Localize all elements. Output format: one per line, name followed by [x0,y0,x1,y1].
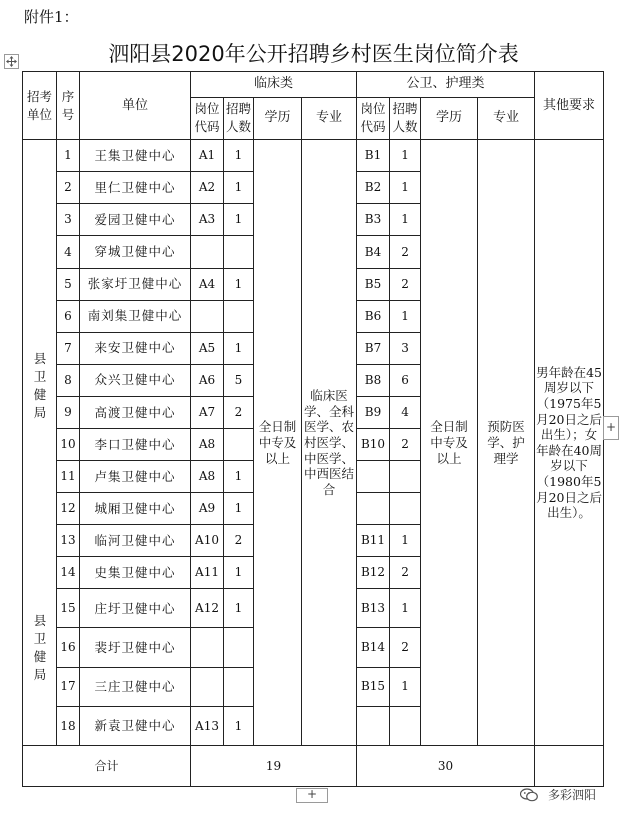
a-num-cell: 1 [224,172,254,204]
page-title: 泗阳县2020年公开招聘乡村医生岗位简介表 [108,42,519,66]
b-num-cell: 3 [390,332,421,364]
b-code-cell [357,707,390,746]
add-column-button[interactable]: + [603,416,619,440]
b-num-cell [390,707,421,746]
b-num-cell: 2 [390,428,421,460]
header-b-code: 岗位代码 [357,97,390,139]
header-public-group: 公卫、护理类 [357,72,535,98]
b-code-cell: B12 [357,557,390,589]
a-code-cell [191,236,224,268]
unit-cell: 里仁卫健中心 [80,172,191,204]
seq-cell: 7 [57,332,80,364]
public-total: 30 [357,746,535,787]
b-code-cell: B10 [357,428,390,460]
unit-cell: 高渡卫健中心 [80,396,191,428]
seq-cell: 3 [57,204,80,236]
unit-cell: 城厢卫健中心 [80,492,191,524]
seq-cell: 11 [57,460,80,492]
b-num-cell [390,460,421,492]
b-num-cell: 2 [390,236,421,268]
a-code-cell: A6 [191,364,224,396]
header-b-num: 招聘人数 [390,97,421,139]
seq-cell: 13 [57,525,80,557]
b-code-cell: B2 [357,172,390,204]
unit-cell: 新袁卫健中心 [80,707,191,746]
a-code-cell [191,628,224,667]
a-num-cell [224,667,254,706]
b-num-cell: 2 [390,557,421,589]
a-code-cell: A5 [191,332,224,364]
seq-cell: 14 [57,557,80,589]
a-num-cell: 1 [224,589,254,628]
header-other: 其他要求 [535,72,604,140]
b-num-cell: 1 [390,172,421,204]
unit-cell: 裴圩卫健中心 [80,628,191,667]
header-clinical-group: 临床类 [191,72,357,98]
header-seq: 序号 [57,72,80,140]
unit-cell: 爱园卫健中心 [80,204,191,236]
a-num-cell: 1 [224,557,254,589]
b-code-cell: B4 [357,236,390,268]
header-a-num: 招聘人数 [224,97,254,139]
a-code-cell: A1 [191,140,224,172]
a-num-cell: 1 [224,707,254,746]
header-b-edu: 学历 [421,97,478,139]
seq-cell: 10 [57,428,80,460]
a-code-cell: A8 [191,460,224,492]
seq-cell: 17 [57,667,80,706]
unit-cell: 三庄卫健中心 [80,667,191,706]
b-code-cell: B7 [357,332,390,364]
b-num-cell: 1 [390,589,421,628]
exam-unit-text: 县卫健局 [33,613,47,683]
b-num-cell: 2 [390,268,421,300]
public-education-cell: 全日制中专及以上 [421,140,478,746]
b-code-cell: B5 [357,268,390,300]
seq-cell: 1 [57,140,80,172]
a-num-cell [224,236,254,268]
unit-cell: 来安卫健中心 [80,332,191,364]
unit-cell: 庄圩卫健中心 [80,589,191,628]
seq-cell: 16 [57,628,80,667]
attachment-label: 附件1： [24,8,79,26]
a-num-cell: 1 [224,268,254,300]
b-num-cell: 2 [390,628,421,667]
total-label: 合计 [23,746,191,787]
a-code-cell: A13 [191,707,224,746]
a-num-cell: 1 [224,204,254,236]
seq-cell: 8 [57,364,80,396]
clinical-education-cell: 全日制中专及以上 [254,140,302,746]
seq-cell: 12 [57,492,80,524]
a-code-cell: A9 [191,492,224,524]
b-code-cell: B11 [357,525,390,557]
b-num-cell: 6 [390,364,421,396]
a-num-cell: 5 [224,364,254,396]
a-num-cell: 1 [224,332,254,364]
watermark-text: 多彩泗阳 [548,788,597,802]
b-code-cell: B6 [357,300,390,332]
wechat-icon [520,788,538,802]
a-code-cell: A7 [191,396,224,428]
unit-cell: 南刘集卫健中心 [80,300,191,332]
header-a-major: 专业 [302,97,357,139]
b-code-cell: B9 [357,396,390,428]
total-other-empty [535,746,604,787]
unit-cell: 临河卫健中心 [80,525,191,557]
b-code-cell: B14 [357,628,390,667]
exam-unit-text: 县卫健局 [33,351,47,421]
b-num-cell: 1 [390,140,421,172]
a-code-cell: A10 [191,525,224,557]
public-major-cell: 预防医学、护理学 [478,140,535,746]
a-num-cell [224,428,254,460]
b-code-cell [357,460,390,492]
job-table [22,71,604,787]
add-row-button[interactable]: + [296,788,328,803]
b-code-cell: B3 [357,204,390,236]
seq-cell: 15 [57,589,80,628]
a-num-cell [224,300,254,332]
watermark [520,786,596,803]
a-num-cell: 1 [224,140,254,172]
a-code-cell: A12 [191,589,224,628]
b-num-cell: 1 [390,667,421,706]
b-num-cell [390,492,421,524]
unit-cell: 史集卫健中心 [80,557,191,589]
clinical-major-cell: 临床医学、全科医学、农村医学、中医学、中西医结合 [302,140,357,746]
a-code-cell: A4 [191,268,224,300]
unit-cell: 穿城卫健中心 [80,236,191,268]
seq-cell: 4 [57,236,80,268]
b-num-cell: 1 [390,204,421,236]
b-code-cell [357,492,390,524]
seq-cell: 5 [57,268,80,300]
unit-cell: 张家圩卫健中心 [80,268,191,300]
a-code-cell: A11 [191,557,224,589]
a-code-cell [191,300,224,332]
a-code-cell [191,667,224,706]
a-code-cell: A3 [191,204,224,236]
exam-unit-cell [23,140,57,746]
b-code-cell: B8 [357,364,390,396]
b-code-cell: B1 [357,140,390,172]
header-unit: 单位 [80,72,191,140]
header-b-major: 专业 [478,97,535,139]
b-code-cell: B13 [357,589,390,628]
b-num-cell: 1 [390,525,421,557]
clinical-total: 19 [191,746,357,787]
header-exam-unit: 招考单位 [23,72,57,140]
a-num-cell: 2 [224,396,254,428]
b-code-cell: B15 [357,667,390,706]
a-num-cell: 1 [224,492,254,524]
header-a-edu: 学历 [254,97,302,139]
unit-cell: 众兴卫健中心 [80,364,191,396]
seq-cell: 2 [57,172,80,204]
header-a-code: 岗位代码 [191,97,224,139]
a-code-cell: A2 [191,172,224,204]
a-num-cell [224,628,254,667]
seq-cell: 9 [57,396,80,428]
other-requirements-cell: 男年龄在45周岁以下（1975年5月20日之后出生）；女年龄在40周岁以下（1980年5月20日之后出生）。 [535,140,604,746]
b-num-cell: 4 [390,396,421,428]
seq-cell: 6 [57,300,80,332]
table-row [23,140,604,172]
header-row-1 [23,72,604,98]
a-num-cell: 2 [224,525,254,557]
seq-cell: 18 [57,707,80,746]
unit-cell: 李口卫健中心 [80,428,191,460]
total-row [23,746,604,787]
b-num-cell: 1 [390,300,421,332]
unit-cell: 卢集卫健中心 [80,460,191,492]
a-code-cell: A8 [191,428,224,460]
a-num-cell: 1 [224,460,254,492]
unit-cell: 王集卫健中心 [80,140,191,172]
